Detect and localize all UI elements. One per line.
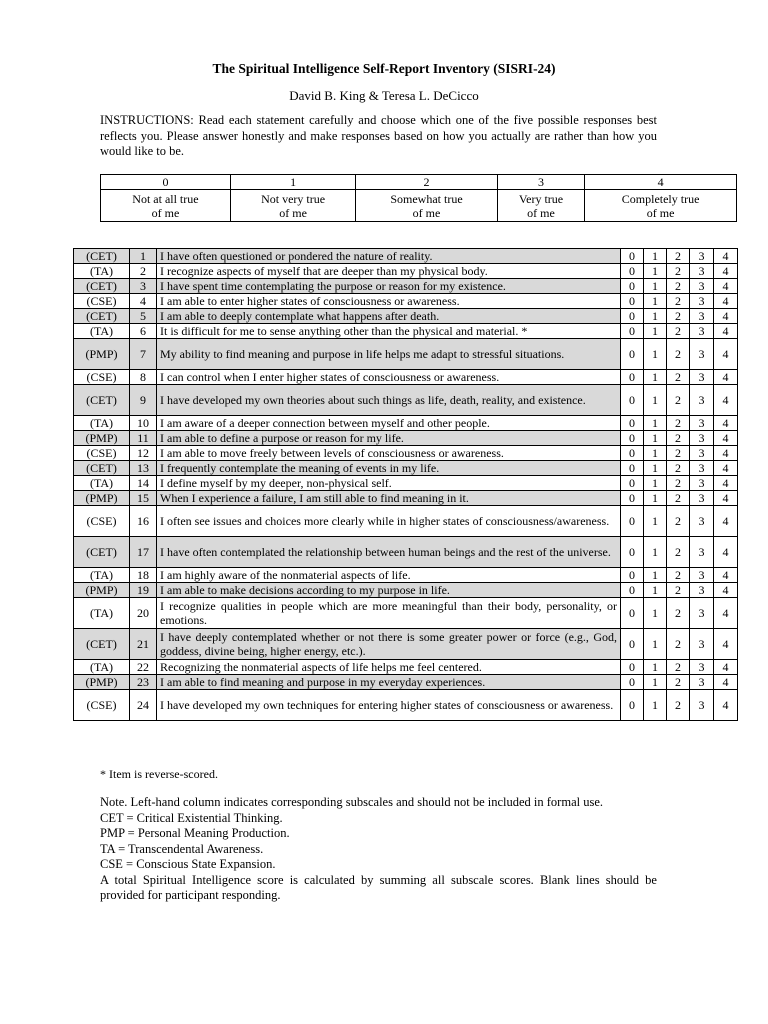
response-option-2[interactable]: 2 <box>667 279 690 294</box>
note-cet: CET = Critical Existential Thinking. <box>100 810 283 825</box>
response-option-2[interactable]: 2 <box>667 294 690 309</box>
response-option-3[interactable]: 3 <box>690 431 714 446</box>
scale-label <box>230 190 355 222</box>
response-option-1[interactable]: 1 <box>644 264 667 279</box>
item-row <box>74 491 738 506</box>
item-statement: I frequently contemplate the meaning of events in my life. <box>157 461 621 476</box>
response-option-2[interactable]: 2 <box>667 249 690 264</box>
item-number: 20 <box>130 598 157 629</box>
response-option-2[interactable]: 2 <box>667 431 690 446</box>
note-cse: CSE = Conscious State Expansion. <box>100 857 276 871</box>
item-subscale: (TA) <box>74 476 130 491</box>
response-option-0[interactable]: 0 <box>621 690 644 721</box>
item-statement: I define myself by my deeper, non-physical self. <box>157 476 621 491</box>
response-option-0[interactable]: 0 <box>621 431 644 446</box>
response-option-0[interactable]: 0 <box>621 598 644 629</box>
item-subscale: (TA) <box>74 568 130 583</box>
instructions-paragraph: INSTRUCTIONS: Read each statement carefully and choose which one of the five possible responses best reflects you. Please answer honestly and make responses based on how you actually are rather than how you would like to be. <box>100 113 657 158</box>
scale-label-line: of me <box>646 205 675 220</box>
response-option-2[interactable]: 2 <box>667 385 690 416</box>
item-subscale: (CET) <box>74 249 130 264</box>
response-option-4[interactable]: 4 <box>714 309 738 324</box>
response-option-1[interactable]: 1 <box>644 598 667 629</box>
item-row <box>74 598 738 629</box>
item-number: 13 <box>130 461 157 476</box>
response-option-1[interactable]: 1 <box>644 324 667 339</box>
item-statement: I can control when I enter higher states of consciousness or awareness. <box>157 370 621 385</box>
response-option-4[interactable]: 4 <box>714 629 738 660</box>
response-option-2[interactable]: 2 <box>667 446 690 461</box>
scale-label-line: Not at all true <box>132 191 199 206</box>
item-number: 6 <box>130 324 157 339</box>
item-number: 10 <box>130 416 157 431</box>
item-subscale: (PMP) <box>74 339 130 370</box>
response-option-3[interactable]: 3 <box>690 660 714 675</box>
item-statement: It is difficult for me to sense anything other than the physical and material. * <box>157 324 621 339</box>
response-option-3[interactable]: 3 <box>690 339 714 370</box>
response-option-2[interactable]: 2 <box>667 264 690 279</box>
response-option-2[interactable]: 2 <box>667 675 690 690</box>
item-statement: I have often contemplated the relationship between human beings and the rest of the universe. <box>157 537 621 568</box>
item-number: 21 <box>130 629 157 660</box>
reverse-score-footnote: * Item is reverse-scored. <box>100 767 218 781</box>
response-option-0[interactable]: 0 <box>621 476 644 491</box>
item-number: 23 <box>130 675 157 690</box>
scale-value: 0 <box>101 175 231 190</box>
response-option-3[interactable]: 3 <box>690 675 714 690</box>
item-row <box>74 446 738 461</box>
scale-label-line: of me <box>151 205 180 220</box>
scale-label-line: Completely true <box>621 191 700 206</box>
item-row <box>74 416 738 431</box>
response-option-4[interactable]: 4 <box>714 598 738 629</box>
response-option-3[interactable]: 3 <box>690 629 714 660</box>
response-option-4[interactable]: 4 <box>714 583 738 598</box>
response-option-2[interactable]: 2 <box>667 339 690 370</box>
item-number: 2 <box>130 264 157 279</box>
response-option-1[interactable]: 1 <box>644 446 667 461</box>
document-authors: David B. King & Teresa L. DeCicco <box>289 88 479 103</box>
response-option-2[interactable]: 2 <box>667 370 690 385</box>
item-row <box>74 461 738 476</box>
response-option-3[interactable]: 3 <box>690 416 714 431</box>
response-option-3[interactable]: 3 <box>690 461 714 476</box>
scale-label-line: Very true <box>518 191 564 206</box>
response-option-3[interactable]: 3 <box>690 249 714 264</box>
response-option-4[interactable]: 4 <box>714 461 738 476</box>
scale-value: 1 <box>230 175 355 190</box>
scale-label <box>356 190 497 222</box>
response-option-4[interactable]: 4 <box>714 446 738 461</box>
scale-label <box>101 190 231 222</box>
response-option-0[interactable]: 0 <box>621 416 644 431</box>
item-row <box>74 690 738 721</box>
item-subscale: (CSE) <box>74 506 130 537</box>
item-subscale: (CET) <box>74 537 130 568</box>
scale-label <box>497 190 584 222</box>
item-row <box>74 339 738 370</box>
item-number: 7 <box>130 339 157 370</box>
response-option-2[interactable]: 2 <box>667 598 690 629</box>
item-row <box>74 629 738 660</box>
response-option-0[interactable]: 0 <box>621 675 644 690</box>
response-option-2[interactable]: 2 <box>667 506 690 537</box>
item-number: 14 <box>130 476 157 491</box>
item-row <box>74 537 738 568</box>
response-option-1[interactable]: 1 <box>644 461 667 476</box>
response-option-0[interactable]: 0 <box>621 279 644 294</box>
scale-label <box>585 190 737 222</box>
response-option-3[interactable]: 3 <box>690 476 714 491</box>
response-option-3[interactable]: 3 <box>690 385 714 416</box>
response-option-4[interactable]: 4 <box>714 675 738 690</box>
response-option-4[interactable]: 4 <box>714 370 738 385</box>
response-option-4[interactable]: 4 <box>714 339 738 370</box>
item-row <box>74 385 738 416</box>
item-statement: I have spent time contemplating the purpose or reason for my existence. <box>157 279 621 294</box>
item-number: 9 <box>130 385 157 416</box>
item-row <box>74 309 738 324</box>
response-option-0[interactable]: 0 <box>621 309 644 324</box>
note-pmp: PMP = Personal Meaning Production. <box>100 826 290 840</box>
item-statement: I often see issues and choices more clearly while in higher states of consciousness/awareness. <box>157 506 621 537</box>
document-title: The Spiritual Intelligence Self-Report Inventory (SISRI-24) <box>212 61 556 76</box>
item-number: 11 <box>130 431 157 446</box>
item-number: 4 <box>130 294 157 309</box>
item-subscale: (TA) <box>74 324 130 339</box>
item-statement: I recognize qualities in people which are more meaningful than their body, personality, or emotions. <box>157 598 621 629</box>
item-subscale: (CET) <box>74 279 130 294</box>
response-option-2[interactable]: 2 <box>667 537 690 568</box>
response-option-3[interactable]: 3 <box>690 583 714 598</box>
item-subscale: (TA) <box>74 416 130 431</box>
item-number: 1 <box>130 249 157 264</box>
item-row <box>74 568 738 583</box>
item-subscale: (PMP) <box>74 491 130 506</box>
inventory-items-body <box>74 249 738 721</box>
item-row <box>74 249 738 264</box>
item-row <box>74 279 738 294</box>
response-option-3[interactable]: 3 <box>690 446 714 461</box>
response-option-3[interactable]: 3 <box>690 598 714 629</box>
response-option-0[interactable]: 0 <box>621 339 644 370</box>
item-subscale: (CSE) <box>74 294 130 309</box>
item-statement: I am able to deeply contemplate what happens after death. <box>157 309 621 324</box>
item-row <box>74 294 738 309</box>
response-option-1[interactable]: 1 <box>644 309 667 324</box>
response-option-1[interactable]: 1 <box>644 385 667 416</box>
scale-value: 2 <box>356 175 497 190</box>
item-subscale: (CET) <box>74 385 130 416</box>
item-subscale: (CET) <box>74 461 130 476</box>
item-number: 17 <box>130 537 157 568</box>
response-option-0[interactable]: 0 <box>621 506 644 537</box>
item-row <box>74 660 738 675</box>
scale-label-line: of me <box>527 205 555 220</box>
response-option-2[interactable]: 2 <box>667 491 690 506</box>
response-option-2[interactable]: 2 <box>667 690 690 721</box>
item-statement: When I experience a failure, I am still able to find meaning in it. <box>157 491 621 506</box>
response-option-3[interactable]: 3 <box>690 309 714 324</box>
scale-value: 3 <box>497 175 584 190</box>
response-option-4[interactable]: 4 <box>714 568 738 583</box>
item-statement: I have deeply contemplated whether or not there is some greater power or force (e.g., God, goddess, divine being, higher energy, etc.). <box>157 629 621 660</box>
response-option-0[interactable]: 0 <box>621 264 644 279</box>
item-subscale: (PMP) <box>74 675 130 690</box>
response-option-0[interactable]: 0 <box>621 583 644 598</box>
response-option-4[interactable]: 4 <box>714 660 738 675</box>
response-option-1[interactable]: 1 <box>644 476 667 491</box>
item-number: 24 <box>130 690 157 721</box>
scale-labels-row <box>101 190 737 222</box>
item-number: 22 <box>130 660 157 675</box>
response-option-4[interactable]: 4 <box>714 385 738 416</box>
item-statement: I am able to find meaning and purpose in my everyday experiences. <box>157 675 621 690</box>
item-number: 3 <box>130 279 157 294</box>
response-option-4[interactable]: 4 <box>714 279 738 294</box>
item-row <box>74 264 738 279</box>
response-option-2[interactable]: 2 <box>667 583 690 598</box>
item-row <box>74 583 738 598</box>
item-statement: I have often questioned or pondered the nature of reality. <box>157 249 621 264</box>
response-option-4[interactable]: 4 <box>714 249 738 264</box>
response-option-4[interactable]: 4 <box>714 431 738 446</box>
item-subscale: (TA) <box>74 264 130 279</box>
response-option-0[interactable]: 0 <box>621 370 644 385</box>
response-option-1[interactable]: 1 <box>644 249 667 264</box>
item-statement: I am highly aware of the nonmaterial aspects of life. <box>157 568 621 583</box>
response-option-0[interactable]: 0 <box>621 537 644 568</box>
response-scale-table <box>100 174 737 222</box>
response-option-1[interactable]: 1 <box>644 279 667 294</box>
item-number: 16 <box>130 506 157 537</box>
item-subscale: (TA) <box>74 660 130 675</box>
response-option-0[interactable]: 0 <box>621 385 644 416</box>
item-subscale: (TA) <box>74 598 130 629</box>
response-option-0[interactable]: 0 <box>621 249 644 264</box>
response-option-0[interactable]: 0 <box>621 294 644 309</box>
response-option-2[interactable]: 2 <box>667 416 690 431</box>
scale-label-line: Somewhat true <box>390 191 463 206</box>
item-statement: Recognizing the nonmaterial aspects of life helps me feel centered. <box>157 660 621 675</box>
item-row <box>74 506 738 537</box>
response-option-0[interactable]: 0 <box>621 629 644 660</box>
response-option-0[interactable]: 0 <box>621 446 644 461</box>
response-option-2[interactable]: 2 <box>667 476 690 491</box>
item-number: 19 <box>130 583 157 598</box>
response-option-1[interactable]: 1 <box>644 675 667 690</box>
item-subscale: (PMP) <box>74 583 130 598</box>
response-option-4[interactable]: 4 <box>714 324 738 339</box>
response-option-3[interactable]: 3 <box>690 264 714 279</box>
response-option-4[interactable]: 4 <box>714 416 738 431</box>
response-option-1[interactable]: 1 <box>644 629 667 660</box>
response-option-3[interactable]: 3 <box>690 690 714 721</box>
response-option-2[interactable]: 2 <box>667 629 690 660</box>
response-option-1[interactable]: 1 <box>644 583 667 598</box>
item-row <box>74 476 738 491</box>
response-option-3[interactable]: 3 <box>690 370 714 385</box>
response-option-4[interactable]: 4 <box>714 264 738 279</box>
item-statement: I have developed my own theories about such things as life, death, reality, and existence. <box>157 385 621 416</box>
response-option-3[interactable]: 3 <box>690 506 714 537</box>
response-option-4[interactable]: 4 <box>714 537 738 568</box>
response-option-1[interactable]: 1 <box>644 506 667 537</box>
note-paragraph: Note. Left-hand column indicates corresponding subscales and should not be included in formal use. <box>100 795 603 809</box>
item-number: 5 <box>130 309 157 324</box>
scale-values-row <box>101 175 737 190</box>
response-option-4[interactable]: 4 <box>714 491 738 506</box>
response-option-1[interactable]: 1 <box>644 416 667 431</box>
response-option-2[interactable]: 2 <box>667 568 690 583</box>
item-subscale: (CSE) <box>74 690 130 721</box>
response-option-2[interactable]: 2 <box>667 324 690 339</box>
response-option-1[interactable]: 1 <box>644 339 667 370</box>
item-statement: I recognize aspects of myself that are deeper than my physical body. <box>157 264 621 279</box>
response-option-1[interactable]: 1 <box>644 431 667 446</box>
response-option-1[interactable]: 1 <box>644 491 667 506</box>
item-row <box>74 431 738 446</box>
item-subscale: (CET) <box>74 629 130 660</box>
response-option-0[interactable]: 0 <box>621 324 644 339</box>
response-option-1[interactable]: 1 <box>644 294 667 309</box>
response-option-3[interactable]: 3 <box>690 491 714 506</box>
item-number: 18 <box>130 568 157 583</box>
item-statement: I have developed my own techniques for entering higher states of consciousness or awareness. <box>157 690 621 721</box>
item-number: 12 <box>130 446 157 461</box>
response-option-4[interactable]: 4 <box>714 690 738 721</box>
item-statement: I am able to move freely between levels of consciousness or awareness. <box>157 446 621 461</box>
response-option-4[interactable]: 4 <box>714 506 738 537</box>
notes-section <box>100 795 657 904</box>
note-total: A total Spiritual Intelligence score is calculated by summing all subscale scores. Blank lines should be provided for participant responding. <box>100 872 657 902</box>
response-option-1[interactable]: 1 <box>644 537 667 568</box>
response-option-1[interactable]: 1 <box>644 690 667 721</box>
scale-value: 4 <box>585 175 737 190</box>
inventory-items-table <box>73 248 738 721</box>
response-option-3[interactable]: 3 <box>690 279 714 294</box>
response-option-2[interactable]: 2 <box>667 660 690 675</box>
response-option-1[interactable]: 1 <box>644 660 667 675</box>
response-option-3[interactable]: 3 <box>690 568 714 583</box>
item-subscale: (CET) <box>74 309 130 324</box>
item-number: 8 <box>130 370 157 385</box>
item-statement: I am able to define a purpose or reason for my life. <box>157 431 621 446</box>
response-option-3[interactable]: 3 <box>690 537 714 568</box>
item-row <box>74 370 738 385</box>
response-option-0[interactable]: 0 <box>621 568 644 583</box>
item-statement: I am able to enter higher states of consciousness or awareness. <box>157 294 621 309</box>
scale-label-line: of me <box>412 205 441 220</box>
response-option-3[interactable]: 3 <box>690 294 714 309</box>
response-option-4[interactable]: 4 <box>714 476 738 491</box>
response-option-4[interactable]: 4 <box>714 294 738 309</box>
scale-label-line: of me <box>279 205 307 220</box>
response-option-0[interactable]: 0 <box>621 461 644 476</box>
scale-label-line: Not very true <box>261 191 326 206</box>
note-ta: TA = Transcendental Awareness. <box>100 841 264 856</box>
response-option-3[interactable]: 3 <box>690 324 714 339</box>
item-subscale: (PMP) <box>74 431 130 446</box>
response-option-1[interactable]: 1 <box>644 370 667 385</box>
response-option-2[interactable]: 2 <box>667 309 690 324</box>
response-option-0[interactable]: 0 <box>621 660 644 675</box>
item-subscale: (CSE) <box>74 370 130 385</box>
response-option-0[interactable]: 0 <box>621 491 644 506</box>
response-option-1[interactable]: 1 <box>644 568 667 583</box>
item-statement: My ability to find meaning and purpose in life helps me adapt to stressful situations. <box>157 339 621 370</box>
item-statement: I am aware of a deeper connection between myself and other people. <box>157 416 621 431</box>
item-number: 15 <box>130 491 157 506</box>
item-row <box>74 675 738 690</box>
item-statement: I am able to make decisions according to my purpose in life. <box>157 583 621 598</box>
response-option-2[interactable]: 2 <box>667 461 690 476</box>
item-subscale: (CSE) <box>74 446 130 461</box>
item-row <box>74 324 738 339</box>
